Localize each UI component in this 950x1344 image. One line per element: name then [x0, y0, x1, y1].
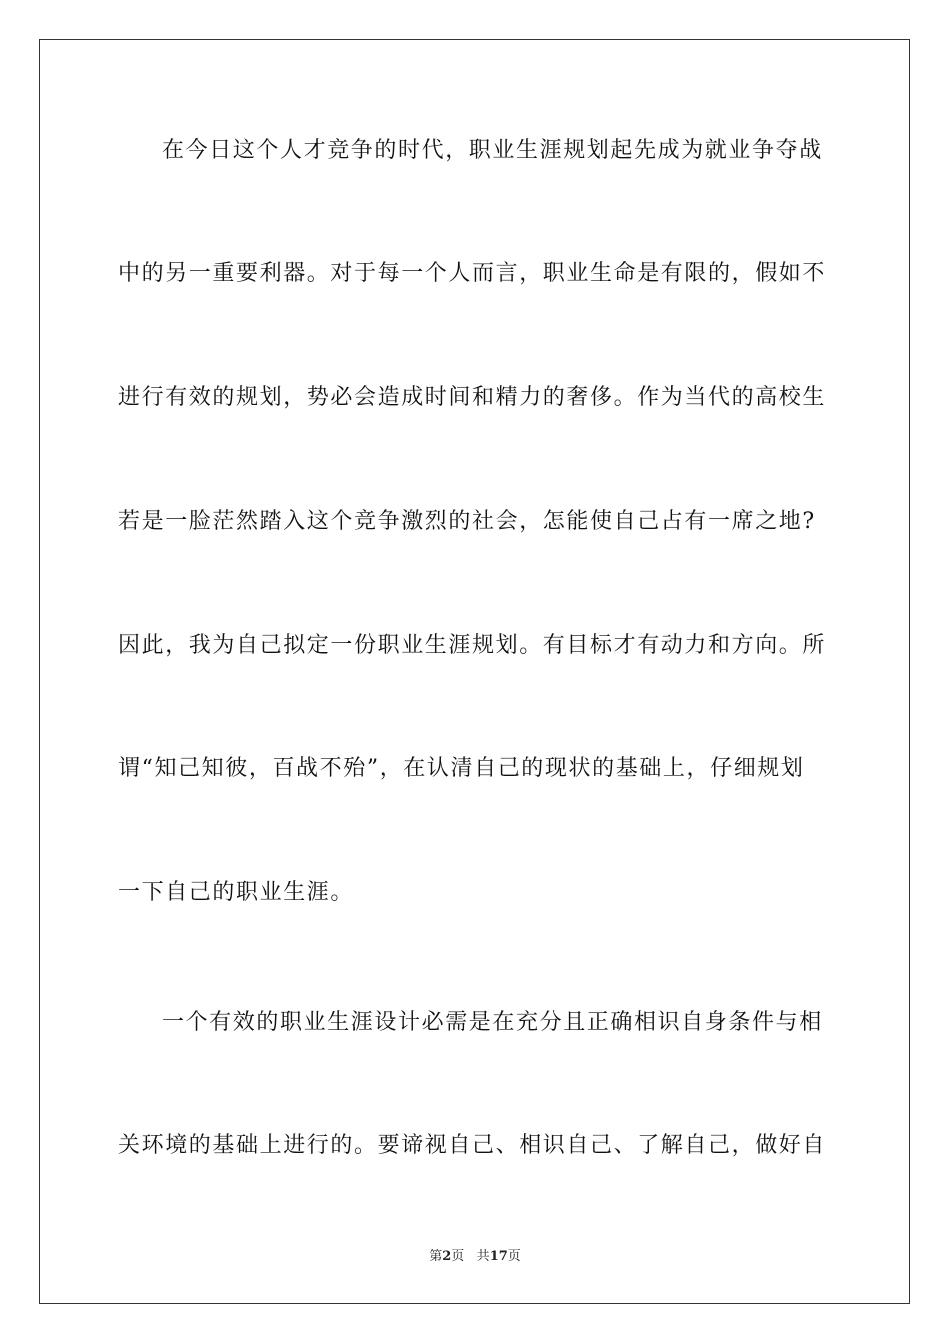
page-footer — [0, 1248, 950, 1266]
paragraph-1-line-4: 若是一脸茫然踏入这个竞争激烈的社会，怎能使自己占有一席之地? — [118, 509, 816, 534]
paragraph-1-line-5: 因此，我为自己拟定一份职业生涯规划。有目标才有动力和方向。所 — [118, 633, 827, 658]
page-suffix: 页 — [451, 1249, 465, 1264]
paragraph-1-line-1: 在今日这个人才竞争的时代，职业生涯规划起先成为就业争夺战 — [162, 138, 823, 163]
total-prefix: 共 — [476, 1249, 490, 1264]
paragraph-1-line-2: 中的另一重要利器。对于每一个人而言，职业生命是有限的，假如不 — [118, 261, 827, 286]
page-border — [39, 39, 910, 1304]
total-pages: 17 — [489, 1249, 508, 1264]
paragraph-1-line-7: 一下自己的职业生涯。 — [118, 880, 355, 905]
paragraph-1-line-6: 谓“知己知彼，百战不殆”，在认清自己的现状的基础上，仔细规划 — [118, 756, 805, 781]
paragraph-1-line-3: 进行有效的规划，势必会造成时间和精力的奢侈。作为当代的高校生 — [118, 385, 827, 410]
paragraph-2-line-1: 一个有效的职业生涯设计必需是在充分且正确相识自身条件与相 — [162, 1010, 823, 1035]
page-number: 2 — [442, 1249, 452, 1264]
total-suffix: 页 — [507, 1249, 521, 1264]
paragraph-2-line-2: 关环境的基础上进行的。要谛视自己、相识自己、了解自己，做好自 — [118, 1133, 827, 1158]
page-prefix: 第 — [429, 1249, 443, 1264]
